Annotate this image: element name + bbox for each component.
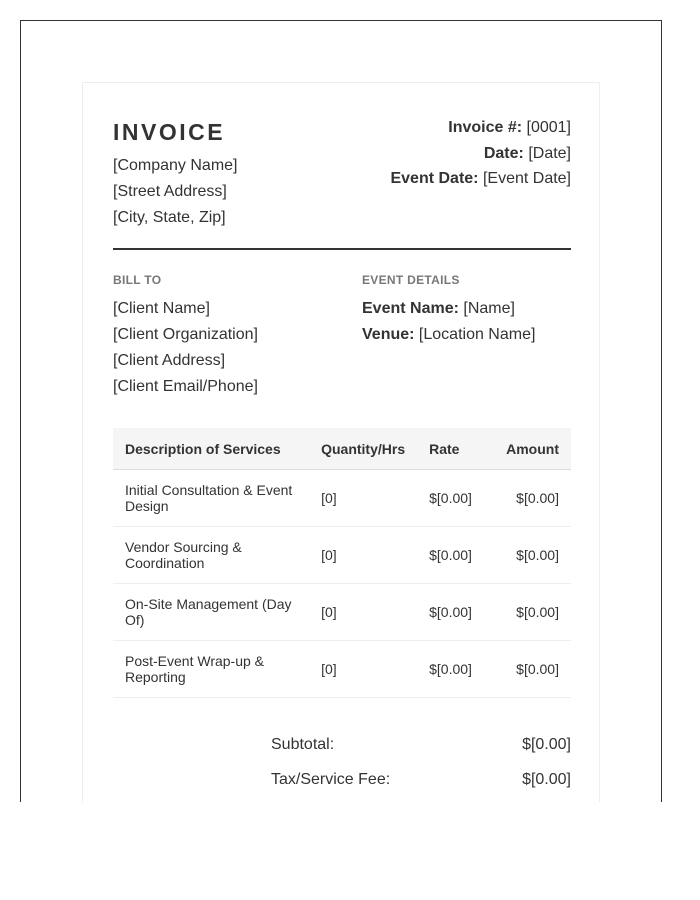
- client-contact: [Client Email/Phone]: [113, 378, 258, 395]
- table-header-row: [113, 428, 571, 470]
- invoice-date-value: [Date]: [528, 144, 571, 162]
- company-info: [113, 153, 238, 231]
- company-name: [Company Name]: [113, 157, 238, 174]
- invoice-number: [390, 115, 571, 141]
- tax-label: Tax/Service Fee:: [271, 771, 391, 788]
- venue: [362, 322, 572, 348]
- subtotal-label: Subtotal:: [271, 736, 335, 753]
- event-details-label: EVENT DETAILS: [362, 273, 460, 287]
- table-row: [113, 527, 571, 584]
- invoice-title: INVOICE: [113, 119, 226, 145]
- event-date-label: Event Date:: [390, 170, 479, 187]
- venue-value: [Location Name]: [418, 326, 536, 343]
- header-divider: [113, 248, 571, 250]
- company-city-state-zip: [City, State, Zip]: [113, 209, 226, 226]
- tax-row: [271, 768, 571, 802]
- event-name-label: Event Name:: [362, 300, 459, 317]
- event-details-section: [362, 273, 572, 348]
- table-row: [113, 584, 571, 641]
- table-row: [113, 470, 571, 527]
- row-description: Initial Consultation & Event Design: [113, 470, 309, 527]
- row-quantity: [0]: [309, 641, 417, 698]
- row-description: Post-Event Wrap-up & Reporting: [113, 641, 309, 698]
- services-table: [113, 428, 571, 698]
- company-street-address: [Street Address]: [113, 183, 227, 200]
- invoice-sheet: [82, 82, 600, 802]
- row-rate: $[0.00]: [417, 470, 493, 527]
- invoice-date-label: Date:: [483, 144, 524, 162]
- bill-to-label: BILL TO: [113, 273, 162, 287]
- header-rate: Rate: [417, 428, 493, 470]
- subtotal-row: [271, 733, 571, 768]
- event-name-value: [Name]: [463, 300, 515, 317]
- event-details-info: [362, 296, 572, 348]
- row-amount: $[0.00]: [493, 470, 571, 527]
- invoice-number-value: [0001]: [526, 119, 571, 136]
- invoice-event-date: [390, 166, 571, 192]
- bill-to-details: [113, 296, 353, 400]
- row-amount: $[0.00]: [493, 641, 571, 698]
- header-quantity: Quantity/Hrs: [309, 428, 417, 470]
- row-description: On-Site Management (Day Of): [113, 584, 309, 641]
- bill-to-section: [113, 273, 353, 400]
- document-page: [20, 20, 662, 802]
- invoice-number-label: Invoice #:: [448, 119, 523, 136]
- header-description: Description of Services: [113, 428, 309, 470]
- invoice-date: [390, 141, 571, 167]
- row-rate: $[0.00]: [417, 584, 493, 641]
- row-amount: $[0.00]: [493, 527, 571, 584]
- client-name: [Client Name]: [113, 300, 210, 317]
- invoice-meta: [390, 115, 571, 192]
- invoice-header: [113, 113, 571, 248]
- venue-label: Venue:: [362, 326, 415, 343]
- row-amount: $[0.00]: [493, 584, 571, 641]
- totals-section: [271, 733, 571, 802]
- header-amount: Amount: [493, 428, 571, 470]
- client-address: [Client Address]: [113, 352, 226, 369]
- event-date-value: [Event Date]: [482, 170, 571, 187]
- subtotal-value: $[0.00]: [522, 736, 571, 753]
- row-rate: $[0.00]: [417, 527, 493, 584]
- event-name: [362, 296, 572, 322]
- row-quantity: [0]: [309, 527, 417, 584]
- table-row: [113, 641, 571, 698]
- row-rate: $[0.00]: [417, 641, 493, 698]
- client-organization: [Client Organization]: [113, 326, 258, 343]
- row-quantity: [0]: [309, 470, 417, 527]
- row-quantity: [0]: [309, 584, 417, 641]
- row-description: Vendor Sourcing & Coordination: [113, 527, 309, 584]
- tax-value: $[0.00]: [522, 771, 571, 788]
